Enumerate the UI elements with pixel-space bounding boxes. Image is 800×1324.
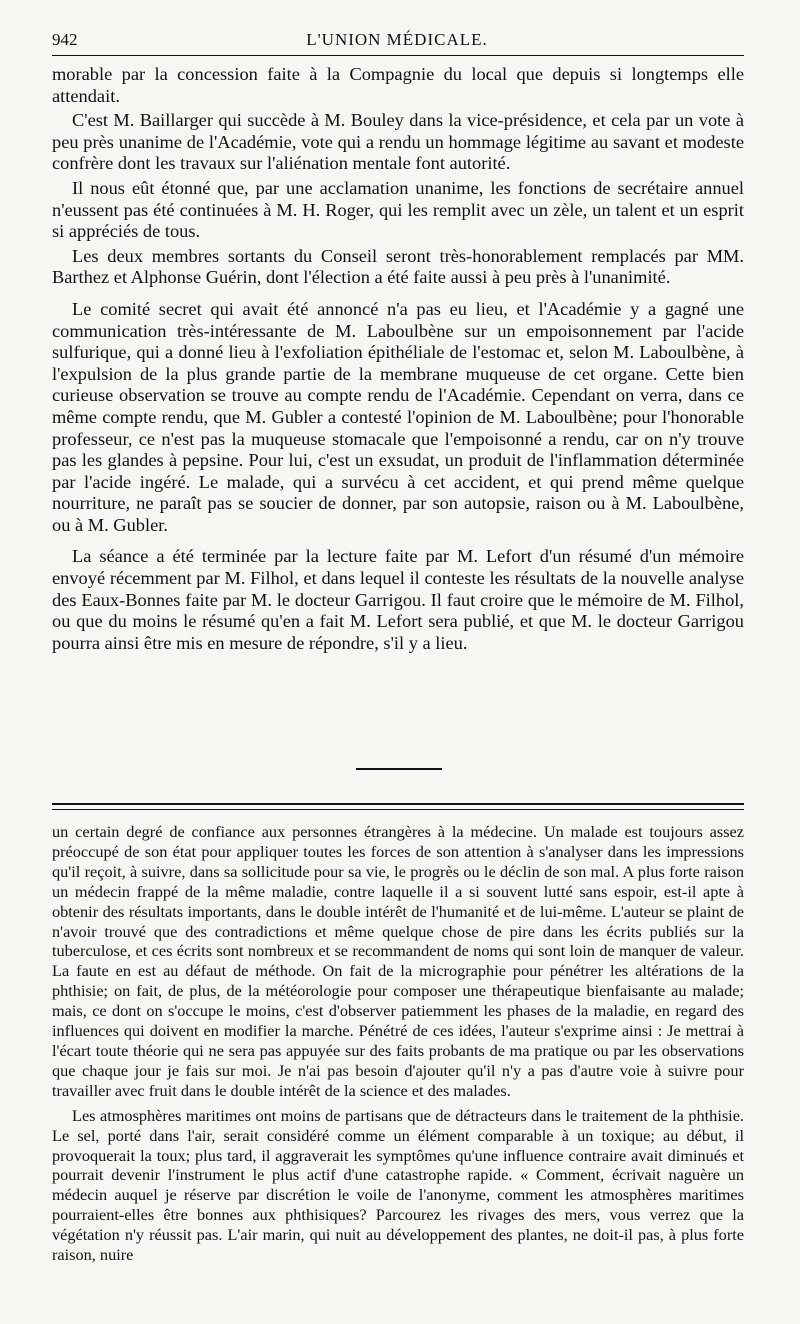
paragraph-session-close: La séance a été terminée par la lecture faite par M. Lefort d'un résumé d'un mémoire envoyé récemment par M. Filhol, et dans lequel il conteste les résultats de la nouvelle analyse des Eaux-Bonnes faite par M. le docteur Garrigou. Il faut croire que le mémoire de M. Filhol, ou que du moins le résumé qu'en a fait M. Lefort sera publié, et que M. le docteur Garrigou pourra ainsi être mis en mesure de répondre, s'il y a lieu. [52, 546, 744, 653]
paragraph-secret-committee: Le comité secret qui avait été annoncé n'a pas eu lieu, et l'Académie y a gagné une communication très-intéressante de M. Laboulbène sur un empoisonnement par l'acide sulfurique, qui a donné lieu à l'exfoliation épithéliale de l'estomac et, selon M. Laboulbène, à l'expulsion de la plus grande partie de la membrane muqueuse de cet organe. Cette bien curieuse observation se trouve au compte rendu de l'Académie. Cependant on verra, dans ce même compte rendu, que M. Gubler a contesté l'opinion de M. Laboulbène; pour l'honorable professeur, ce n'est pas la muqueuse stomacale que l'empoisonné a rendu, car on n'y trouve pas les glandes à pepsine. Pour lui, c'est un exsudat, un produit de l'inflammation déterminée par l'acide ingéré. Le malade, qui a survécu à cet accident, et qui prend même quelque nourriture, ne paraît pas se soucier de donner, par son autopsie, raison ou à M. Laboulbène, ou à M. Gubler. [52, 298, 744, 535]
header-rule [52, 55, 744, 56]
paragraph-continuation: morable par la concession faite à la Compagnie du local que depuis si longtemps elle attendait. [52, 64, 744, 106]
section-separator [356, 768, 442, 770]
feuilleton-text [52, 822, 744, 1270]
page-number: 942 [52, 30, 78, 49]
paragraph-author-method: un certain degré de confiance aux personnes étrangères à la médecine. Un malade est toujours assez préoccupé de son état pour appliquer toutes les forces de son attention à s'analyser dans les impressions qu'il reçoit, à suivre, dans sa sollicitude pour sa vie, le progrès ou le déclin de son mal. A plus forte raison un médecin frappé de la même maladie, contre laquelle il a si souvent lutté sans espoir, est-il apte à obtenir des résultats importants, dans le double intérêt de l'humanité et de lui-même. L'auteur se plaint de n'avoir trouvé que des contradictions et même quelque chose de pire dans les écrits publiés sur la tuberculose, et ces écrits sont nombreux et se recommandent de noms qui sont loin de manquer de valeur. La faute en est au défaut de méthode. On fait de la micrographie pour pénétrer les altérations de la phthisie; on fait, de plus, de la météorologie pour composer une thérapeutique bienfaisante au malade; mais, ce dont on s'occupe le moins, c'est d'observer patiemment les phases de la maladie, en regard des influences qui doivent en modifier la marche. Pénétré de ces idées, l'auteur s'exprime ainsi : Je mettrai à l'écart toute théorie qui ne sera pas appuyée sur des faits probants de ma pratique ou par les observations que chaque jour je fais sur moi. Je n'ai pas besoin d'ajouter qu'il n'y a pas d'autre voie à suivre pour travailler avec fruit dans le double intérêt de la science et des malades. [52, 822, 744, 1100]
journal-title: L'UNION MÉDICALE. [306, 30, 488, 49]
feuilleton-rule [52, 803, 744, 810]
paragraph-vice-presidency: C'est M. Baillarger qui succède à M. Bouley dans la vice-présidence, et cela par un vote à peu près unanime de l'Académie, vote qui a rendu un hommage légitime au savant et modeste confrère dont les travaux sur l'aliénation mentale font autorité. [52, 110, 744, 174]
paragraph-maritime-atmospheres: Les atmosphères maritimes ont moins de partisans que de détracteurs dans le traitement de la phthisie. Le sel, porté dans l'air, serait considéré comme un élément comparable à un toxique; au début, il provoquerait la toux; plus tard, il aggraverait les symptômes qu'une influence contraire avait diminués et pourrait devenir l'instrument le plus actif d'une catastrophe rapide. « Comment, écrivait naguère un médecin auquel je réserve par discrétion le voile de l'anonyme, comment les atmosphères maritimes pourraient-elles être bonnes aux phthisiques? Parcourez les rivages des mers, vous verrez que la végétation n'y réussit pas. L'air marin, qui nuit au développement des plantes, ne doit-il pas, à plus forte raison, nuire [52, 1105, 744, 1265]
chronicle-article [52, 64, 744, 657]
paragraph-council-members: Les deux membres sortants du Conseil seront très-honorablement remplacés par MM. Barthez et Alphonse Guérin, dont l'élection a été faite aussi à peu près à l'unanimité. [52, 245, 744, 288]
running-head [52, 30, 742, 56]
paragraph-secretary: Il nous eût étonné que, par une acclamation unanime, les fonctions de secrétaire annuel n'eussent pas été continuées à M. H. Roger, qui les remplit avec un zèle, un talent et un esprit si appréciés de tous. [52, 177, 744, 242]
